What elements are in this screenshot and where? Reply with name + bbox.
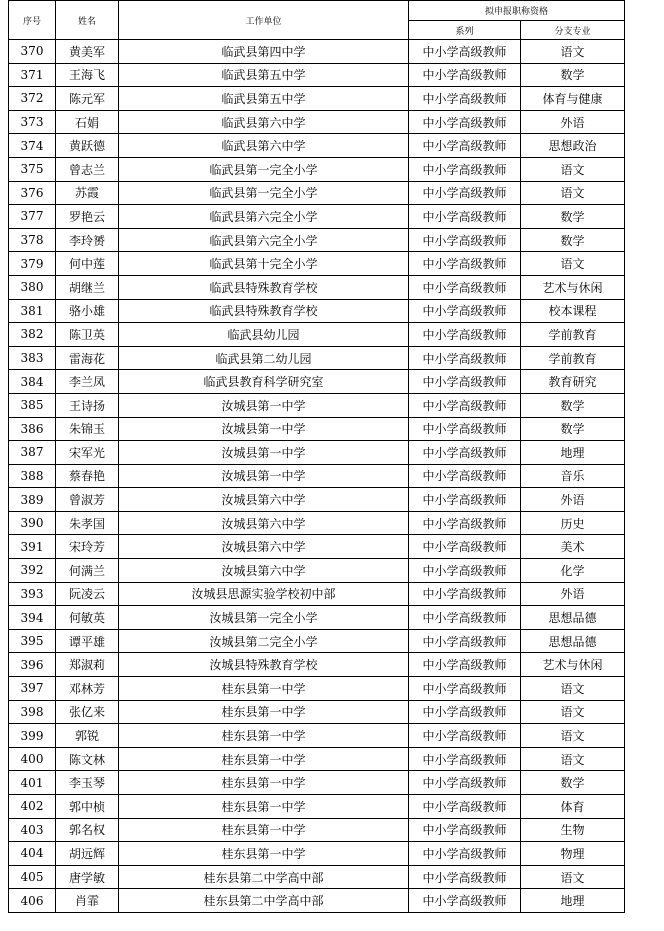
cell-name: 朱锦玉: [56, 417, 119, 441]
table-row: [9, 87, 625, 111]
table-row: [9, 818, 625, 842]
cell-unit: 临武县第四中学: [119, 40, 409, 64]
table-row: [9, 559, 625, 583]
cell-name: 宋军光: [56, 441, 119, 465]
cell-series: 中小学高级教师: [409, 606, 521, 630]
table-row: [9, 700, 625, 724]
cell-series: 中小学高级教师: [409, 653, 521, 677]
cell-major: 艺术与休闲: [521, 275, 625, 299]
table-row: [9, 370, 625, 394]
cell-unit: 临武县第五中学: [119, 87, 409, 111]
table-row: [9, 842, 625, 866]
cell-unit: 临武县第六中学: [119, 134, 409, 158]
cell-index: 383: [9, 346, 56, 370]
cell-unit: 桂东县第一中学: [119, 818, 409, 842]
cell-series: 中小学高级教师: [409, 535, 521, 559]
cell-unit: 汝城县特殊教育学校: [119, 653, 409, 677]
cell-unit: 桂东县第一中学: [119, 842, 409, 866]
cell-index: 370: [9, 40, 56, 64]
cell-unit: 汝城县思源实验学校初中部: [119, 582, 409, 606]
cell-major: 学前教育: [521, 323, 625, 347]
cell-index: 406: [9, 889, 56, 913]
cell-unit: 汝城县第一中学: [119, 441, 409, 465]
cell-major: 化学: [521, 559, 625, 583]
header-major: 分支专业: [521, 21, 625, 40]
cell-series: 中小学高级教师: [409, 299, 521, 323]
cell-name: 邓林芳: [56, 677, 119, 701]
cell-unit: 桂东县第二中学高中部: [119, 889, 409, 913]
cell-unit: 汝城县第一完全小学: [119, 606, 409, 630]
cell-major: 美术: [521, 535, 625, 559]
cell-index: 376: [9, 181, 56, 205]
cell-major: 外语: [521, 488, 625, 512]
cell-name: 李玉琴: [56, 771, 119, 795]
table-row: [9, 582, 625, 606]
cell-name: 朱孝国: [56, 511, 119, 535]
table-row: [9, 629, 625, 653]
cell-series: 中小学高级教师: [409, 134, 521, 158]
table-row: [9, 747, 625, 771]
cell-series: 中小学高级教师: [409, 889, 521, 913]
cell-series: 中小学高级教师: [409, 275, 521, 299]
cell-index: 378: [9, 228, 56, 252]
cell-series: 中小学高级教师: [409, 441, 521, 465]
cell-series: 中小学高级教师: [409, 464, 521, 488]
roster-table: [8, 0, 625, 913]
cell-name: 罗艳云: [56, 205, 119, 229]
cell-index: 400: [9, 747, 56, 771]
cell-major: 语文: [521, 157, 625, 181]
cell-major: 思想品德: [521, 606, 625, 630]
cell-major: 体育与健康: [521, 87, 625, 111]
cell-series: 中小学高级教师: [409, 818, 521, 842]
cell-index: 392: [9, 559, 56, 583]
cell-index: 396: [9, 653, 56, 677]
header-series: 系列: [409, 21, 521, 40]
header-index: 序号: [9, 1, 56, 40]
table-row: [9, 346, 625, 370]
table-row: [9, 40, 625, 64]
cell-name: 何满兰: [56, 559, 119, 583]
cell-unit: 临武县第十完全小学: [119, 252, 409, 276]
cell-unit: 临武县第五中学: [119, 63, 409, 87]
cell-name: 黄跃德: [56, 134, 119, 158]
cell-major: 数学: [521, 417, 625, 441]
cell-name: 骆小雄: [56, 299, 119, 323]
cell-name: 谭平雄: [56, 629, 119, 653]
cell-index: 375: [9, 157, 56, 181]
table-row: [9, 299, 625, 323]
cell-index: 385: [9, 393, 56, 417]
cell-name: 陈卫英: [56, 323, 119, 347]
cell-unit: 桂东县第一中学: [119, 700, 409, 724]
cell-major: 数学: [521, 205, 625, 229]
cell-unit: 临武县第六中学: [119, 110, 409, 134]
cell-major: 音乐: [521, 464, 625, 488]
cell-series: 中小学高级教师: [409, 87, 521, 111]
cell-unit: 汝城县第二完全小学: [119, 629, 409, 653]
cell-series: 中小学高级教师: [409, 511, 521, 535]
cell-index: 398: [9, 700, 56, 724]
cell-major: 语文: [521, 865, 625, 889]
cell-index: 402: [9, 795, 56, 819]
cell-name: 何敏英: [56, 606, 119, 630]
table-row: [9, 228, 625, 252]
table-row: [9, 535, 625, 559]
cell-series: 中小学高级教师: [409, 747, 521, 771]
cell-major: 体育: [521, 795, 625, 819]
cell-series: 中小学高级教师: [409, 110, 521, 134]
cell-name: 石娟: [56, 110, 119, 134]
table-row: [9, 606, 625, 630]
roster-sheet: [8, 0, 625, 913]
cell-unit: 临武县特殊教育学校: [119, 275, 409, 299]
cell-index: 397: [9, 677, 56, 701]
cell-unit: 临武县幼儿园: [119, 323, 409, 347]
table-row: [9, 677, 625, 701]
table-row: [9, 417, 625, 441]
header-unit: 工作单位: [119, 1, 409, 40]
cell-index: 386: [9, 417, 56, 441]
cell-name: 苏霞: [56, 181, 119, 205]
table-row: [9, 110, 625, 134]
cell-unit: 汝城县第六中学: [119, 535, 409, 559]
table-row: [9, 275, 625, 299]
cell-name: 郭锐: [56, 724, 119, 748]
cell-series: 中小学高级教师: [409, 252, 521, 276]
cell-major: 教育研究: [521, 370, 625, 394]
cell-major: 物理: [521, 842, 625, 866]
cell-unit: 汝城县第一中学: [119, 464, 409, 488]
cell-major: 数学: [521, 771, 625, 795]
cell-major: 艺术与休闲: [521, 653, 625, 677]
cell-major: 语文: [521, 700, 625, 724]
table-row: [9, 771, 625, 795]
cell-index: 403: [9, 818, 56, 842]
cell-series: 中小学高级教师: [409, 417, 521, 441]
header-qualification: 拟申报职称资格: [409, 1, 625, 21]
cell-major: 校本课程: [521, 299, 625, 323]
cell-index: 372: [9, 87, 56, 111]
cell-major: 历史: [521, 511, 625, 535]
cell-major: 数学: [521, 228, 625, 252]
cell-name: 王海飞: [56, 63, 119, 87]
table-row: [9, 134, 625, 158]
cell-series: 中小学高级教师: [409, 181, 521, 205]
cell-unit: 桂东县第一中学: [119, 795, 409, 819]
cell-index: 384: [9, 370, 56, 394]
cell-series: 中小学高级教师: [409, 559, 521, 583]
cell-index: 374: [9, 134, 56, 158]
cell-index: 382: [9, 323, 56, 347]
cell-major: 思想政治: [521, 134, 625, 158]
cell-series: 中小学高级教师: [409, 205, 521, 229]
cell-unit: 汝城县第六中学: [119, 488, 409, 512]
cell-index: 371: [9, 63, 56, 87]
cell-index: 401: [9, 771, 56, 795]
cell-name: 王诗扬: [56, 393, 119, 417]
cell-unit: 桂东县第一中学: [119, 771, 409, 795]
cell-series: 中小学高级教师: [409, 488, 521, 512]
cell-major: 语文: [521, 747, 625, 771]
header-name: 姓名: [56, 1, 119, 40]
cell-name: 蔡春艳: [56, 464, 119, 488]
cell-unit: 桂东县第二中学高中部: [119, 865, 409, 889]
cell-major: 学前教育: [521, 346, 625, 370]
cell-index: 393: [9, 582, 56, 606]
cell-major: 生物: [521, 818, 625, 842]
table-body: [9, 40, 625, 913]
cell-unit: 临武县第一完全小学: [119, 157, 409, 181]
cell-series: 中小学高级教师: [409, 700, 521, 724]
table-row: [9, 488, 625, 512]
cell-series: 中小学高级教师: [409, 842, 521, 866]
cell-index: 391: [9, 535, 56, 559]
cell-name: 黄美军: [56, 40, 119, 64]
table-row: [9, 181, 625, 205]
table-row: [9, 724, 625, 748]
cell-major: 语文: [521, 252, 625, 276]
cell-unit: 汝城县第一中学: [119, 417, 409, 441]
cell-index: 379: [9, 252, 56, 276]
table-row: [9, 323, 625, 347]
cell-name: 阮凌云: [56, 582, 119, 606]
cell-series: 中小学高级教师: [409, 629, 521, 653]
table-header: [9, 1, 625, 40]
cell-name: 郑淑莉: [56, 653, 119, 677]
cell-unit: 汝城县第六中学: [119, 559, 409, 583]
cell-unit: 临武县教育科学研究室: [119, 370, 409, 394]
cell-name: 郭中桢: [56, 795, 119, 819]
table-row: [9, 205, 625, 229]
table-row: [9, 464, 625, 488]
cell-name: 李兰凤: [56, 370, 119, 394]
table-row: [9, 441, 625, 465]
cell-series: 中小学高级教师: [409, 370, 521, 394]
cell-major: 数学: [521, 393, 625, 417]
cell-unit: 桂东县第一中学: [119, 747, 409, 771]
cell-name: 李玲赟: [56, 228, 119, 252]
table-row: [9, 252, 625, 276]
cell-series: 中小学高级教师: [409, 582, 521, 606]
cell-series: 中小学高级教师: [409, 865, 521, 889]
cell-series: 中小学高级教师: [409, 63, 521, 87]
cell-major: 数学: [521, 63, 625, 87]
cell-unit: 桂东县第一中学: [119, 677, 409, 701]
cell-name: 郭名权: [56, 818, 119, 842]
cell-major: 地理: [521, 441, 625, 465]
table-row: [9, 795, 625, 819]
cell-major: 语文: [521, 181, 625, 205]
cell-unit: 临武县特殊教育学校: [119, 299, 409, 323]
cell-unit: 汝城县第六中学: [119, 511, 409, 535]
cell-major: 地理: [521, 889, 625, 913]
cell-series: 中小学高级教师: [409, 795, 521, 819]
table-row: [9, 511, 625, 535]
cell-unit: 汝城县第一中学: [119, 393, 409, 417]
cell-index: 394: [9, 606, 56, 630]
cell-index: 387: [9, 441, 56, 465]
cell-name: 曾淑芳: [56, 488, 119, 512]
cell-index: 388: [9, 464, 56, 488]
cell-name: 雷海花: [56, 346, 119, 370]
cell-index: 405: [9, 865, 56, 889]
cell-name: 陈元军: [56, 87, 119, 111]
cell-name: 胡继兰: [56, 275, 119, 299]
table-row: [9, 653, 625, 677]
cell-series: 中小学高级教师: [409, 323, 521, 347]
cell-major: 语文: [521, 40, 625, 64]
cell-name: 肖霏: [56, 889, 119, 913]
cell-series: 中小学高级教师: [409, 771, 521, 795]
table-row: [9, 889, 625, 913]
cell-series: 中小学高级教师: [409, 677, 521, 701]
cell-name: 张亿来: [56, 700, 119, 724]
cell-series: 中小学高级教师: [409, 346, 521, 370]
cell-unit: 临武县第六完全小学: [119, 228, 409, 252]
cell-series: 中小学高级教师: [409, 228, 521, 252]
cell-major: 语文: [521, 677, 625, 701]
cell-index: 395: [9, 629, 56, 653]
cell-unit: 桂东县第一中学: [119, 724, 409, 748]
cell-index: 399: [9, 724, 56, 748]
table-row: [9, 63, 625, 87]
table-row: [9, 157, 625, 181]
cell-name: 曾志兰: [56, 157, 119, 181]
cell-name: 胡远辉: [56, 842, 119, 866]
cell-major: 思想品德: [521, 629, 625, 653]
cell-unit: 临武县第二幼儿园: [119, 346, 409, 370]
cell-series: 中小学高级教师: [409, 157, 521, 181]
cell-major: 外语: [521, 582, 625, 606]
table-row: [9, 865, 625, 889]
cell-name: 唐学敏: [56, 865, 119, 889]
cell-major: 外语: [521, 110, 625, 134]
cell-series: 中小学高级教师: [409, 724, 521, 748]
cell-index: 404: [9, 842, 56, 866]
cell-index: 381: [9, 299, 56, 323]
cell-index: 377: [9, 205, 56, 229]
cell-series: 中小学高级教师: [409, 40, 521, 64]
cell-index: 389: [9, 488, 56, 512]
cell-unit: 临武县第一完全小学: [119, 181, 409, 205]
cell-major: 语文: [521, 724, 625, 748]
cell-name: 宋玲芳: [56, 535, 119, 559]
cell-unit: 临武县第六完全小学: [119, 205, 409, 229]
cell-name: 陈文林: [56, 747, 119, 771]
cell-name: 何中莲: [56, 252, 119, 276]
table-row: [9, 393, 625, 417]
cell-series: 中小学高级教师: [409, 393, 521, 417]
cell-index: 373: [9, 110, 56, 134]
cell-index: 390: [9, 511, 56, 535]
cell-index: 380: [9, 275, 56, 299]
